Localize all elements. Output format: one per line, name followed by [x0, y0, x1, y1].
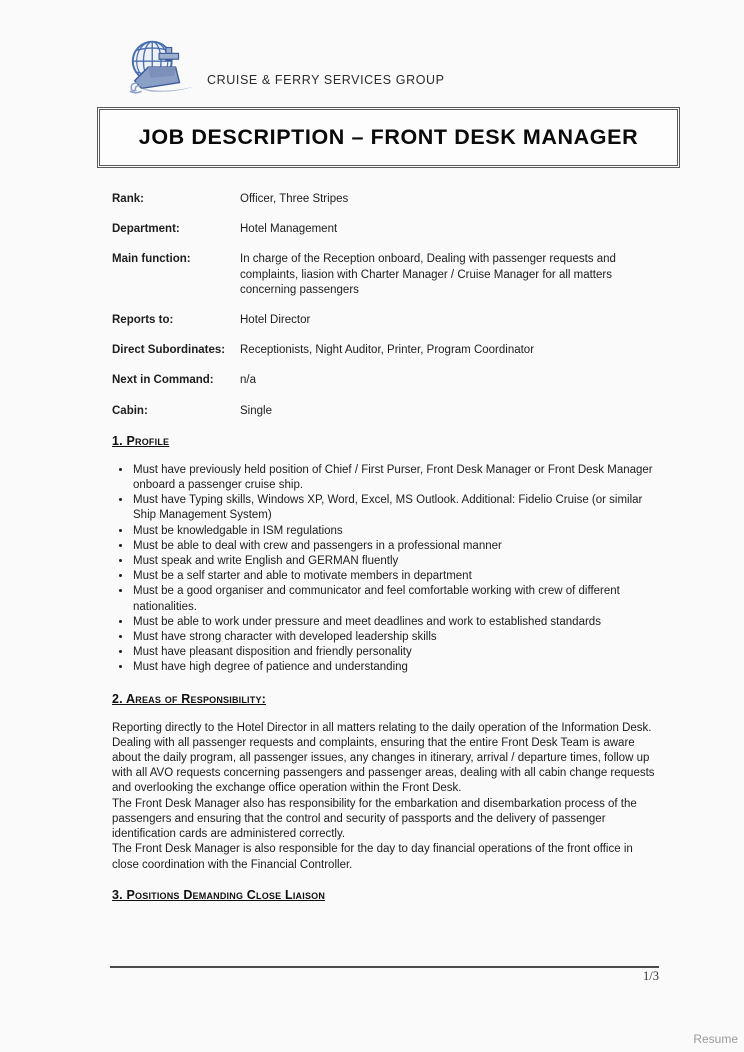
section-heading-profile: 1. Profile	[112, 433, 170, 448]
profile-bullet: • Must speak and write English and GERMAN fluently	[132, 554, 661, 569]
profile-requirements-list	[112, 463, 661, 676]
field-row-cabin	[112, 404, 661, 419]
field-value: Officer, Three Stripes	[240, 193, 349, 205]
profile-bullet: • Must be a good organiser and communicator and feel comfortable working with crew of different nationalities.	[132, 584, 661, 614]
field-label: Direct Subordinates:	[112, 344, 226, 357]
field-value: Hotel Director	[240, 314, 311, 327]
profile-bullet: • Must be able to work under pressure and meet deadlines and work to established standards	[132, 615, 661, 630]
field-row-main-function	[112, 252, 661, 298]
page-footer	[110, 966, 659, 984]
field-row-direct-subordinates	[112, 343, 661, 358]
profile-bullet: • Must be knowledgable in ISM regulations	[132, 524, 661, 539]
document-title: JOB DESCRIPTION – FRONT DESK MANAGER	[138, 125, 639, 149]
responsibility-paragraph: Dealing with all passenger requests and complaints, ensuring that the entire Front Desk Team is aware about the daily program, all passenger issues, any changes in itinerary, arrival / departure times, follow up with all AVO requests concerning passengers and passenger areas, dealing with all cabin change requests and overlooking the exchange office operation within the Front Desk.	[112, 736, 655, 795]
field-label: Cabin:	[112, 404, 148, 417]
job-summary-fields	[112, 192, 661, 419]
page-number: 1/3	[643, 969, 659, 983]
section-heading-responsibility: 2. Areas of Responsibility:	[112, 691, 267, 706]
field-value: Hotel Management	[240, 223, 338, 236]
profile-bullet: • Must have strong character with developed leadership skills	[132, 630, 661, 645]
document-content	[112, 0, 661, 917]
field-label: Main function:	[112, 253, 191, 266]
profile-bullet: • Must have previously held position of Chief / First Purser, Front Desk Manager or Front Desk Manager onboard a passenger cruise ship.	[132, 463, 661, 493]
profile-bullet: • Must be able to deal with crew and passengers in a professional manner	[132, 539, 661, 554]
responsibility-paragraph: Reporting directly to the Hotel Director in all matters relating to the daily operation of the Information Desk.	[112, 721, 652, 734]
profile-bullet: • Must be a self starter and able to motivate members in department	[132, 569, 661, 584]
field-label: Reports to:	[112, 314, 174, 327]
field-value: n/a	[240, 374, 256, 387]
field-value: Single	[240, 404, 272, 417]
footer-divider	[110, 966, 659, 968]
field-row-reports-to	[112, 313, 661, 328]
globe-and-ship-icon	[124, 38, 198, 96]
profile-bullet: • Must have high degree of patience and understanding	[132, 660, 661, 675]
responsibility-paragraphs	[112, 721, 661, 873]
field-label: Rank:	[112, 193, 144, 205]
corner-watermark: Resume	[693, 1032, 738, 1046]
field-row-department	[112, 222, 661, 237]
responsibility-paragraph: The Front Desk Manager is also responsible for the day to day financial operations of the front office in close coordination with the Financial Controller.	[112, 843, 633, 871]
profile-bullet: • Must have pleasant disposition and friendly personality	[132, 645, 661, 660]
company-logo	[124, 38, 198, 96]
document-header	[124, 38, 661, 96]
section-heading-liaison: 3. Positions Demanding Close Liaison	[112, 887, 326, 902]
field-label: Next in Command:	[112, 374, 214, 387]
field-row-next-in-command	[112, 373, 661, 388]
field-row-rank	[112, 192, 661, 207]
document-title-box	[97, 107, 680, 168]
field-value: In charge of the Reception onboard, Dealing with passenger requests and complaints, liasion with Charter Manager / Cruise Manager for all matters concerning passengers	[240, 253, 616, 296]
field-label: Department:	[112, 223, 180, 236]
field-value: Receptionists, Night Auditor, Printer, Program Coordinator	[240, 344, 535, 357]
profile-bullet: • Must have Typing skills, Windows XP, Word, Excel, MS Outlook. Additional: Fidelio Cruise (or similar Ship Management System)	[132, 493, 661, 523]
company-name: CRUISE & FERRY SERVICES GROUP	[207, 73, 445, 87]
responsibility-paragraph: The Front Desk Manager also has responsibility for the embarkation and disembarkation process of the passengers and ensuring that the control and security of passports and the delivery of passenger identification cards are administered correctly.	[112, 797, 637, 841]
